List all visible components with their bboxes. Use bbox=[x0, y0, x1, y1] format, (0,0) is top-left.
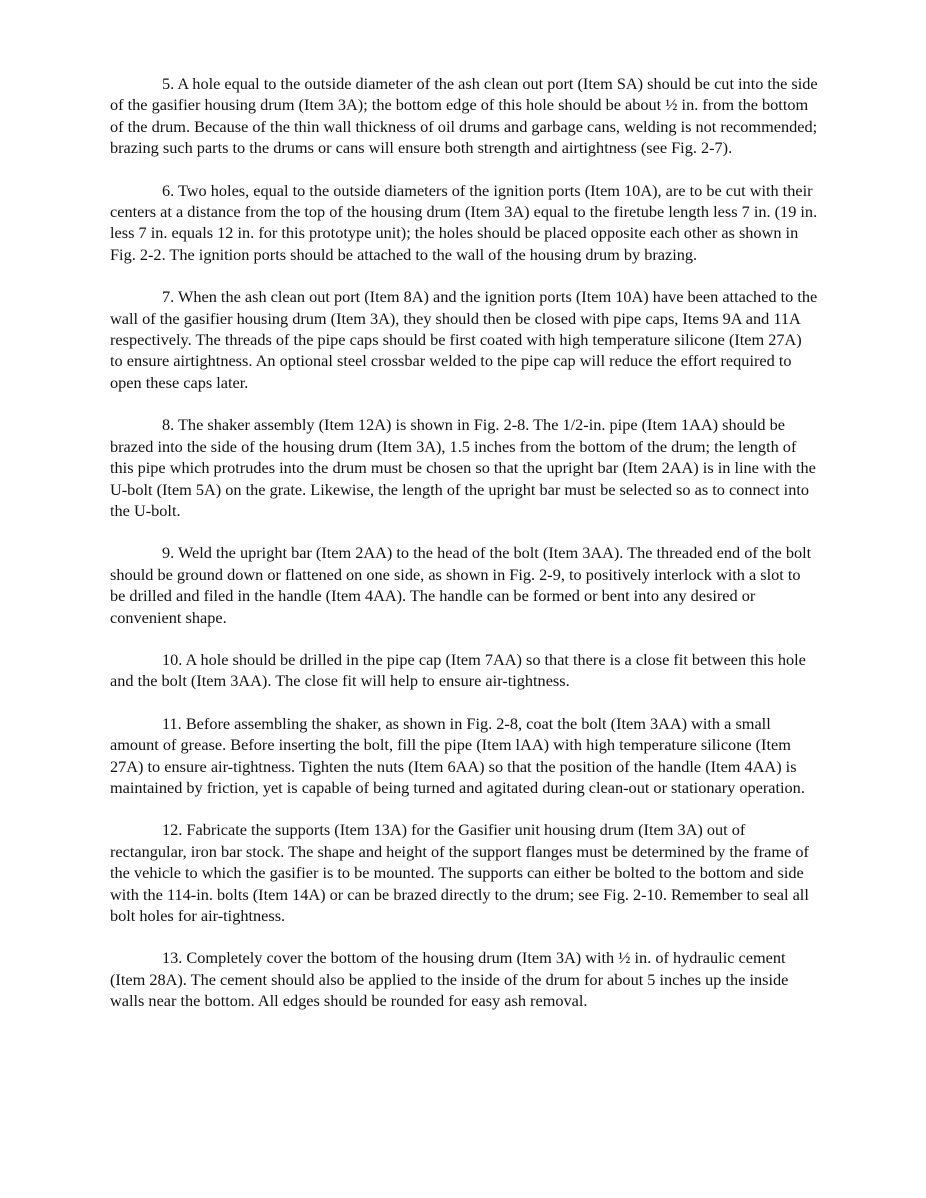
paragraph-step-10: 10. A hole should be drilled in the pipe cap (Item 7AA) so that there is a close fit between this hole and the bolt (Item 3AA). The close fit will help to ensure air-tightness. bbox=[110, 649, 806, 691]
paragraph-step-6: 6. Two holes, equal to the outside diameters of the ignition ports (Item 10A), are to be cut with their centers at a distance from the top of the housing drum (Item 3A) equal to the firetube length less 7 in. (19 in. less 7 in. equals 12 in. for this prototype unit); the holes should be placed opposite each other as shown in Fig. 2-2. The ignition ports should be attached to the wall of the housing drum by brazing. bbox=[110, 180, 818, 264]
paragraph-step-9: 9. Weld the upright bar (Item 2AA) to the head of the bolt (Item 3AA). The threaded end of the bolt should be ground down or flattened on one side, as shown in Fig. 2-9, to positively interlock with a slot to be drilled and filed in the handle (Item 4AA). The handle can be formed or bent into any desired or convenient shape. bbox=[110, 543, 812, 627]
paragraph-step-8: 8. The shaker assembly (Item 12A) is shown in Fig. 2-8. The 1/2-in. pipe (Item 1AA) should be brazed into the side of the housing drum (Item 3A), 1.5 inches from the bottom of the drum; the length of this pipe which protrudes into the drum must be chosen so that the upright bar (Item 2AA) is in line with the U-bolt (Item 5A) on the grate. Likewise, the length of the upright bar must be selected so as to connect into the U-bolt. bbox=[110, 415, 816, 520]
paragraph-step-11: 11. Before assembling the shaker, as shown in Fig. 2-8, coat the bolt (Item 3AA) with a small amount of grease. Before inserting the bolt, fill the pipe (Item lAA) with high temperature silicone (Item 27A) to ensure air-tightness. Tighten the nuts (Item 6AA) so that the position of the handle (Item 4AA) is maintained by friction, yet is capable of being turned and agitated during clean-out or stationary operation. bbox=[110, 713, 805, 797]
paragraph-step-12: 12. Fabricate the supports (Item 13A) for the Gasifier unit housing drum (Item 3A) out of rectangular, iron bar stock. The shape and height of the support flanges must be determined by the frame of the vehicle to which the gasifier is to be mounted. The supports can either be bolted to the bottom and side with the 114-in. bolts (Item 14A) or can be brazed directly to the drum; see Fig. 2-10. Remember to seal all bolt holes for air-tightness. bbox=[110, 820, 809, 925]
paragraph-step-7: 7. When the ash clean out port (Item 8A) and the ignition ports (Item 10A) have been attached to the wall of the gasifier housing drum (Item 3A), they should then be closed with pipe caps, Items 9A and 11A respectively. The threads of the pipe caps should be first coated with high temperature silicone (Item 27A) to ensure airtightness. An optional steel crossbar welded to the pipe cap will reduce the effort required to open these caps later. bbox=[110, 287, 818, 392]
paragraph-step-5: 5. A hole equal to the outside diameter of the ash clean out port (Item SA) should be cut into the side of the gasifier housing drum (Item 3A); the bottom edge of this hole should be about ½ in. from the bottom of the drum. Because of the thin wall thickness of oil drums and garbage cans, welding is not recommended; brazing such parts to the drums or cans will ensure both strength and airtightness (see Fig. 2-7). bbox=[110, 74, 818, 158]
paragraph-step-13: 13. Completely cover the bottom of the housing drum (Item 3A) with ½ in. of hydraulic cement (Item 28A). The cement should also be applied to the inside of the drum for about 5 inches up the inside walls near the bottom. All edges should be rounded for easy ash removal. bbox=[110, 948, 789, 1011]
